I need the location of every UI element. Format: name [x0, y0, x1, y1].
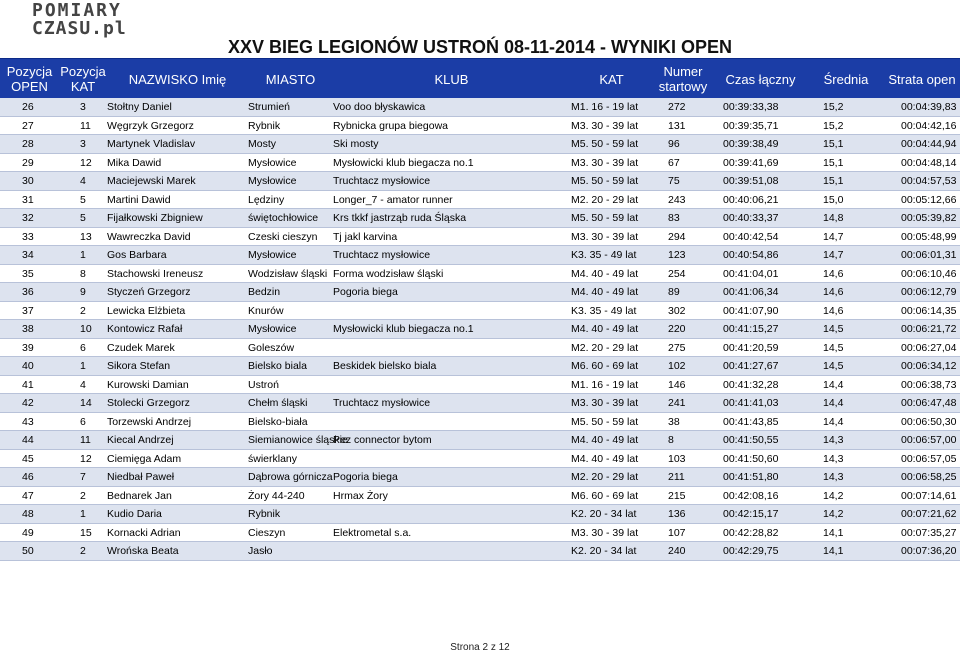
- cell-klub: Ski mosty: [333, 138, 379, 151]
- cell-strata: 00:06:27,04: [901, 341, 957, 354]
- cell-srednia: 14,3: [823, 434, 844, 447]
- cell-czas: 00:41:15,27: [723, 323, 779, 336]
- cell-miasto: Mysłowice: [248, 175, 297, 188]
- cell-srednia: 14,3: [823, 452, 844, 465]
- cell-miasto: Rybnik: [248, 119, 281, 132]
- cell-srednia: 14,4: [823, 415, 844, 428]
- cell-numer: 294: [668, 230, 686, 243]
- table-row: [0, 191, 960, 210]
- cell-pos-open: 30: [22, 175, 34, 188]
- cell-name: Martynek Vladislav: [107, 138, 196, 151]
- cell-name: Mika Dawid: [107, 156, 162, 169]
- cell-czas: 00:39:35,71: [723, 119, 779, 132]
- cell-pos-kat: 9: [80, 286, 86, 299]
- cell-pos-open: 45: [22, 452, 34, 465]
- cell-kat: M2. 20 - 29 lat: [571, 193, 639, 206]
- cell-srednia: 15,1: [823, 175, 844, 188]
- cell-klub: Mysłowicki klub biegacza no.1: [333, 156, 474, 169]
- cell-kat: M5. 50 - 59 lat: [571, 175, 639, 188]
- cell-klub: Pez connector bytom: [333, 434, 432, 447]
- cell-klub: Truchtacz mysłowice: [333, 397, 431, 410]
- cell-miasto: Czeski cieszyn: [248, 230, 318, 243]
- table-row: [0, 468, 960, 487]
- cell-kat: M1. 16 - 19 lat: [571, 101, 639, 114]
- cell-strata: 00:06:10,46: [901, 267, 957, 280]
- cell-klub: Forma wodzisław śląski: [333, 267, 444, 280]
- cell-pos-open: 42: [22, 397, 34, 410]
- cell-name: Wrońska Beata: [107, 545, 179, 558]
- cell-numer: 146: [668, 378, 686, 391]
- cell-strata: 00:04:57,53: [901, 175, 957, 188]
- cell-pos-kat: 3: [80, 101, 86, 114]
- cell-numer: 275: [668, 341, 686, 354]
- table-row: [0, 524, 960, 543]
- table-row: [0, 376, 960, 395]
- cell-strata: 00:06:14,35: [901, 304, 957, 317]
- cell-numer: 254: [668, 267, 686, 280]
- cell-klub: Krs tkkf jastrząb ruda Śląska: [333, 212, 467, 225]
- logo-line-2: CZASU.pl: [32, 18, 127, 39]
- cell-numer: 243: [668, 193, 686, 206]
- cell-pos-kat: 3: [80, 138, 86, 151]
- cell-pos-open: 26: [22, 101, 34, 114]
- cell-srednia: 14,5: [823, 360, 844, 373]
- cell-miasto: Mosty: [248, 138, 277, 151]
- cell-name: Martini Dawid: [107, 193, 171, 206]
- cell-strata: 00:04:48,14: [901, 156, 957, 169]
- cell-pos-kat: 15: [80, 526, 92, 539]
- cell-name: Fijałkowski Zbigniew: [107, 212, 203, 225]
- header-klub: KLUB: [434, 71, 469, 87]
- logo-line-1: POMIARY: [32, 0, 122, 21]
- cell-czas: 00:41:50,60: [723, 452, 779, 465]
- cell-czas: 00:41:41,03: [723, 397, 779, 410]
- cell-miasto: Bielsko biala: [248, 360, 307, 373]
- header-name: NAZWISKO Imię: [128, 71, 227, 87]
- cell-numer: 240: [668, 545, 686, 558]
- cell-miasto: Wodzisław śląski: [248, 267, 328, 280]
- table-row: [0, 209, 960, 228]
- cell-kat: K3. 35 - 49 lat: [571, 304, 637, 317]
- cell-strata: 00:06:57,00: [901, 434, 957, 447]
- header-numer: Numer startowy: [658, 64, 708, 94]
- cell-pos-open: 43: [22, 415, 34, 428]
- cell-pos-kat: 2: [80, 489, 86, 502]
- cell-czas: 00:41:20,59: [723, 341, 779, 354]
- cell-pos-open: 32: [22, 212, 34, 225]
- cell-czas: 00:39:33,38: [723, 101, 779, 114]
- cell-pos-open: 34: [22, 249, 34, 262]
- cell-klub: Voo doo błyskawica: [333, 101, 426, 114]
- cell-numer: 38: [668, 415, 680, 428]
- cell-srednia: 14,8: [823, 212, 844, 225]
- cell-pos-kat: 1: [80, 249, 86, 262]
- cell-strata: 00:04:39,83: [901, 101, 957, 114]
- cell-pos-kat: 11: [80, 434, 91, 447]
- cell-numer: 215: [668, 489, 686, 502]
- cell-miasto: Żory 44-240: [248, 489, 305, 502]
- cell-srednia: 14,7: [823, 230, 844, 243]
- cell-srednia: 14,6: [823, 304, 844, 317]
- cell-pos-kat: 13: [80, 230, 92, 243]
- header-srednia: Średnia: [823, 71, 869, 87]
- table-row: [0, 450, 960, 469]
- cell-srednia: 15,1: [823, 138, 844, 151]
- cell-pos-kat: 12: [80, 452, 92, 465]
- cell-czas: 00:40:54,86: [723, 249, 779, 262]
- cell-czas: 00:41:06,34: [723, 286, 779, 299]
- cell-pos-open: 28: [22, 138, 34, 151]
- cell-srednia: 14,2: [823, 489, 844, 502]
- cell-strata: 00:06:21,72: [901, 323, 957, 336]
- cell-name: Maciejewski Marek: [107, 175, 196, 188]
- results-table-body: [0, 98, 960, 561]
- cell-klub: Hrmax Żory: [333, 489, 388, 502]
- cell-strata: 00:06:38,73: [901, 378, 957, 391]
- cell-strata: 00:04:44,94: [901, 138, 957, 151]
- cell-name: Stachowski Ireneusz: [107, 267, 204, 280]
- cell-numer: 107: [668, 526, 686, 539]
- cell-srednia: 14,7: [823, 249, 844, 262]
- header-strata: Strata open: [888, 71, 956, 87]
- cell-srednia: 15,2: [823, 101, 844, 114]
- cell-czas: 00:41:50,55: [723, 434, 779, 447]
- cell-numer: 272: [668, 101, 686, 114]
- cell-strata: 00:05:48,99: [901, 230, 957, 243]
- cell-pos-kat: 2: [80, 304, 86, 317]
- cell-pos-open: 48: [22, 508, 34, 521]
- cell-pos-kat: 12: [80, 156, 92, 169]
- table-row: [0, 265, 960, 284]
- cell-pos-kat: 4: [80, 175, 86, 188]
- cell-strata: 00:06:34,12: [901, 360, 957, 373]
- cell-strata: 00:06:50,30: [901, 415, 957, 428]
- cell-kat: M3. 30 - 39 lat: [571, 397, 639, 410]
- cell-miasto: Bedzin: [248, 286, 281, 299]
- cell-strata: 00:06:47,48: [901, 397, 957, 410]
- header-miasto: MIASTO: [265, 71, 316, 87]
- cell-strata: 00:05:12,66: [901, 193, 957, 206]
- cell-srednia: 14,6: [823, 286, 844, 299]
- cell-czas: 00:39:51,08: [723, 175, 779, 188]
- cell-pos-open: 27: [22, 119, 34, 132]
- cell-czas: 00:41:27,67: [723, 360, 779, 373]
- table-row: [0, 172, 960, 191]
- cell-pos-open: 40: [22, 360, 34, 373]
- cell-kat: M5. 50 - 59 lat: [571, 415, 639, 428]
- cell-pos-open: 49: [22, 526, 34, 539]
- cell-miasto: Siemianowice śląskie: [248, 434, 348, 447]
- cell-numer: 67: [668, 156, 680, 169]
- cell-numer: 241: [668, 397, 686, 410]
- cell-kat: M4. 40 - 49 lat: [571, 323, 639, 336]
- cell-pos-kat: 4: [80, 378, 86, 391]
- cell-numer: 123: [668, 249, 686, 262]
- cell-srednia: 14,1: [823, 545, 844, 558]
- header-czas: Czas łączny: [725, 71, 796, 87]
- cell-name: Niedbał Paweł: [107, 471, 175, 484]
- cell-kat: M6. 60 - 69 lat: [571, 489, 639, 502]
- cell-pos-open: 29: [22, 156, 34, 169]
- cell-srednia: 15,2: [823, 119, 844, 132]
- cell-czas: 00:42:29,75: [723, 545, 779, 558]
- cell-srednia: 14,4: [823, 378, 844, 391]
- cell-name: Stołtny Daniel: [107, 101, 172, 114]
- cell-srednia: 15,0: [823, 193, 844, 206]
- cell-numer: 83: [668, 212, 680, 225]
- cell-name: Czudek Marek: [107, 341, 175, 354]
- cell-czas: 00:41:51,80: [723, 471, 779, 484]
- table-row: [0, 154, 960, 173]
- cell-pos-kat: 6: [80, 341, 86, 354]
- cell-name: Kiecal Andrzej: [107, 434, 174, 447]
- cell-klub: Beskidek bielsko biala: [333, 360, 437, 373]
- cell-strata: 00:06:57,05: [901, 452, 957, 465]
- cell-czas: 00:41:43,85: [723, 415, 779, 428]
- cell-pos-kat: 2: [80, 545, 86, 558]
- cell-strata: 00:06:58,25: [901, 471, 957, 484]
- cell-kat: M4. 40 - 49 lat: [571, 452, 639, 465]
- cell-pos-open: 31: [22, 193, 34, 206]
- cell-strata: 00:07:21,62: [901, 508, 957, 521]
- cell-pos-kat: 1: [80, 360, 86, 373]
- cell-strata: 00:04:42,16: [901, 119, 957, 132]
- cell-name: Wawreczka David: [107, 230, 191, 243]
- cell-klub: Pogoria biega: [333, 286, 398, 299]
- table-row: [0, 228, 960, 247]
- cell-pos-open: 47: [22, 489, 34, 502]
- cell-numer: 302: [668, 304, 686, 317]
- cell-srednia: 14,3: [823, 471, 844, 484]
- cell-miasto: Dąbrowa górnicza: [248, 471, 333, 484]
- cell-kat: M4. 40 - 49 lat: [571, 267, 639, 280]
- cell-srednia: 14,6: [823, 267, 844, 280]
- cell-kat: K3. 35 - 49 lat: [571, 249, 637, 262]
- table-row: [0, 487, 960, 506]
- cell-czas: 00:40:06,21: [723, 193, 779, 206]
- cell-name: Kornacki Adrian: [107, 526, 181, 539]
- pomiary-czasu-logo: [32, 2, 127, 38]
- cell-miasto: Bielsko-biała: [248, 415, 308, 428]
- cell-numer: 102: [668, 360, 686, 373]
- cell-czas: 00:39:38,49: [723, 138, 779, 151]
- cell-pos-open: 41: [22, 378, 34, 391]
- cell-numer: 103: [668, 452, 686, 465]
- cell-miasto: Knurów: [248, 304, 284, 317]
- cell-kat: M4. 40 - 49 lat: [571, 434, 639, 447]
- table-row: [0, 98, 960, 117]
- cell-srednia: 14,1: [823, 526, 844, 539]
- table-header: [0, 58, 960, 99]
- cell-klub: Truchtacz mysłowice: [333, 175, 431, 188]
- cell-miasto: Chełm śląski: [248, 397, 308, 410]
- cell-pos-kat: 10: [80, 323, 92, 336]
- cell-pos-open: 44: [22, 434, 34, 447]
- cell-pos-kat: 5: [80, 193, 86, 206]
- cell-czas: 00:42:08,16: [723, 489, 779, 502]
- cell-pos-kat: 11: [80, 119, 91, 132]
- cell-numer: 96: [668, 138, 680, 151]
- table-row: [0, 431, 960, 450]
- cell-czas: 00:39:41,69: [723, 156, 779, 169]
- cell-pos-open: 38: [22, 323, 34, 336]
- cell-kat: M5. 50 - 59 lat: [571, 138, 639, 151]
- cell-numer: 89: [668, 286, 680, 299]
- cell-kat: M5. 50 - 59 lat: [571, 212, 639, 225]
- cell-name: Ciemięga Adam: [107, 452, 182, 465]
- cell-numer: 211: [668, 471, 685, 484]
- cell-czas: 00:41:04,01: [723, 267, 779, 280]
- table-row: [0, 246, 960, 265]
- cell-name: Stolecki Grzegorz: [107, 397, 190, 410]
- cell-pos-open: 46: [22, 471, 34, 484]
- page-title: XXV BIEG LEGIONÓW USTROŃ 08-11-2014 - WYNIKI OPEN: [227, 37, 733, 57]
- cell-strata: 00:06:01,31: [901, 249, 957, 262]
- cell-kat: M1. 16 - 19 lat: [571, 378, 639, 391]
- cell-name: Bednarek Jan: [107, 489, 172, 502]
- cell-name: Kurowski Damian: [107, 378, 189, 391]
- cell-czas: 00:41:07,90: [723, 304, 779, 317]
- cell-pos-open: 39: [22, 341, 34, 354]
- cell-pos-open: 37: [22, 304, 34, 317]
- cell-miasto: Lędziny: [248, 193, 285, 206]
- cell-czas: 00:42:15,17: [723, 508, 779, 521]
- cell-name: Styczeń Grzegorz: [107, 286, 191, 299]
- cell-pos-open: 33: [22, 230, 34, 243]
- cell-numer: 8: [668, 434, 674, 447]
- cell-name: Torzewski Andrzej: [107, 415, 192, 428]
- cell-strata: 00:05:39,82: [901, 212, 957, 225]
- cell-kat: M2. 20 - 29 lat: [571, 341, 639, 354]
- cell-numer: 136: [668, 508, 686, 521]
- cell-pos-kat: 14: [80, 397, 92, 410]
- cell-klub: Tj jakl karvina: [333, 230, 398, 243]
- cell-klub: Rybnicka grupa biegowa: [333, 119, 448, 132]
- table-row: [0, 394, 960, 413]
- cell-pos-kat: 6: [80, 415, 86, 428]
- cell-name: Sikora Stefan: [107, 360, 171, 373]
- cell-kat: M2. 20 - 29 lat: [571, 471, 639, 484]
- cell-pos-kat: 8: [80, 267, 86, 280]
- cell-strata: 00:07:36,20: [901, 545, 957, 558]
- cell-klub: Mysłowicki klub biegacza no.1: [333, 323, 474, 336]
- cell-kat: M6. 60 - 69 lat: [571, 360, 639, 373]
- cell-miasto: świętochłowice: [248, 212, 319, 225]
- table-row: [0, 357, 960, 376]
- cell-czas: 00:41:32,28: [723, 378, 779, 391]
- header-pos-open: Pozycja OPEN: [6, 64, 53, 94]
- cell-miasto: Mysłowice: [248, 249, 297, 262]
- cell-name: Gos Barbara: [107, 249, 167, 262]
- cell-miasto: Cieszyn: [248, 526, 286, 539]
- table-row: [0, 283, 960, 302]
- page-number: Strona 2 z 12: [450, 642, 510, 653]
- cell-klub: Pogoria biega: [333, 471, 398, 484]
- table-row: [0, 117, 960, 136]
- cell-pos-kat: 1: [80, 508, 86, 521]
- table-row: [0, 339, 960, 358]
- cell-name: Węgrzyk Grzegorz: [107, 119, 194, 132]
- cell-pos-open: 35: [22, 267, 34, 280]
- cell-srednia: 14,5: [823, 323, 844, 336]
- cell-czas: 00:42:28,82: [723, 526, 779, 539]
- cell-miasto: świerklany: [248, 452, 298, 465]
- cell-kat: M3. 30 - 39 lat: [571, 156, 639, 169]
- cell-miasto: Goleszów: [248, 341, 295, 354]
- cell-strata: 00:06:12,79: [901, 286, 957, 299]
- cell-miasto: Rybnik: [248, 508, 281, 521]
- cell-numer: 131: [668, 119, 686, 132]
- table-row: [0, 542, 960, 561]
- cell-name: Kontowicz Rafał: [107, 323, 183, 336]
- cell-strata: 00:07:35,27: [901, 526, 957, 539]
- cell-numer: 75: [668, 175, 680, 188]
- cell-czas: 00:40:42,54: [723, 230, 779, 243]
- cell-miasto: Mysłowice: [248, 323, 297, 336]
- cell-pos-open: 50: [22, 545, 34, 558]
- table-row: [0, 413, 960, 432]
- table-row: [0, 135, 960, 154]
- cell-srednia: 14,2: [823, 508, 844, 521]
- cell-kat: M3. 30 - 39 lat: [571, 526, 639, 539]
- cell-pos-open: 36: [22, 286, 34, 299]
- cell-srednia: 15,1: [823, 156, 844, 169]
- cell-srednia: 14,4: [823, 397, 844, 410]
- cell-kat: K2. 20 - 34 lat: [571, 545, 637, 558]
- cell-czas: 00:40:33,37: [723, 212, 779, 225]
- table-row: [0, 320, 960, 339]
- header-kat: KAT: [599, 71, 624, 87]
- cell-name: Kudio Daria: [107, 508, 162, 521]
- table-row: [0, 302, 960, 321]
- cell-pos-kat: 7: [80, 471, 86, 484]
- cell-numer: 220: [668, 323, 686, 336]
- cell-strata: 00:07:14,61: [901, 489, 957, 502]
- cell-kat: M3. 30 - 39 lat: [571, 119, 639, 132]
- cell-kat: M3. 30 - 39 lat: [571, 230, 639, 243]
- header-pos-kat: Pozycja KAT: [60, 64, 106, 94]
- cell-miasto: Mysłowice: [248, 156, 297, 169]
- cell-name: Lewicka Elżbieta: [107, 304, 186, 317]
- cell-klub: Longer_7 - amator runner: [333, 193, 453, 206]
- cell-miasto: Strumień: [248, 101, 291, 114]
- cell-miasto: Ustroń: [248, 378, 279, 391]
- cell-miasto: Jasło: [248, 545, 273, 558]
- table-row: [0, 505, 960, 524]
- cell-kat: M4. 40 - 49 lat: [571, 286, 639, 299]
- cell-klub: Elektrometal s.a.: [333, 526, 412, 539]
- cell-klub: Truchtacz mysłowice: [333, 249, 431, 262]
- cell-pos-kat: 5: [80, 212, 86, 225]
- cell-kat: K2. 20 - 34 lat: [571, 508, 637, 521]
- cell-srednia: 14,5: [823, 341, 844, 354]
